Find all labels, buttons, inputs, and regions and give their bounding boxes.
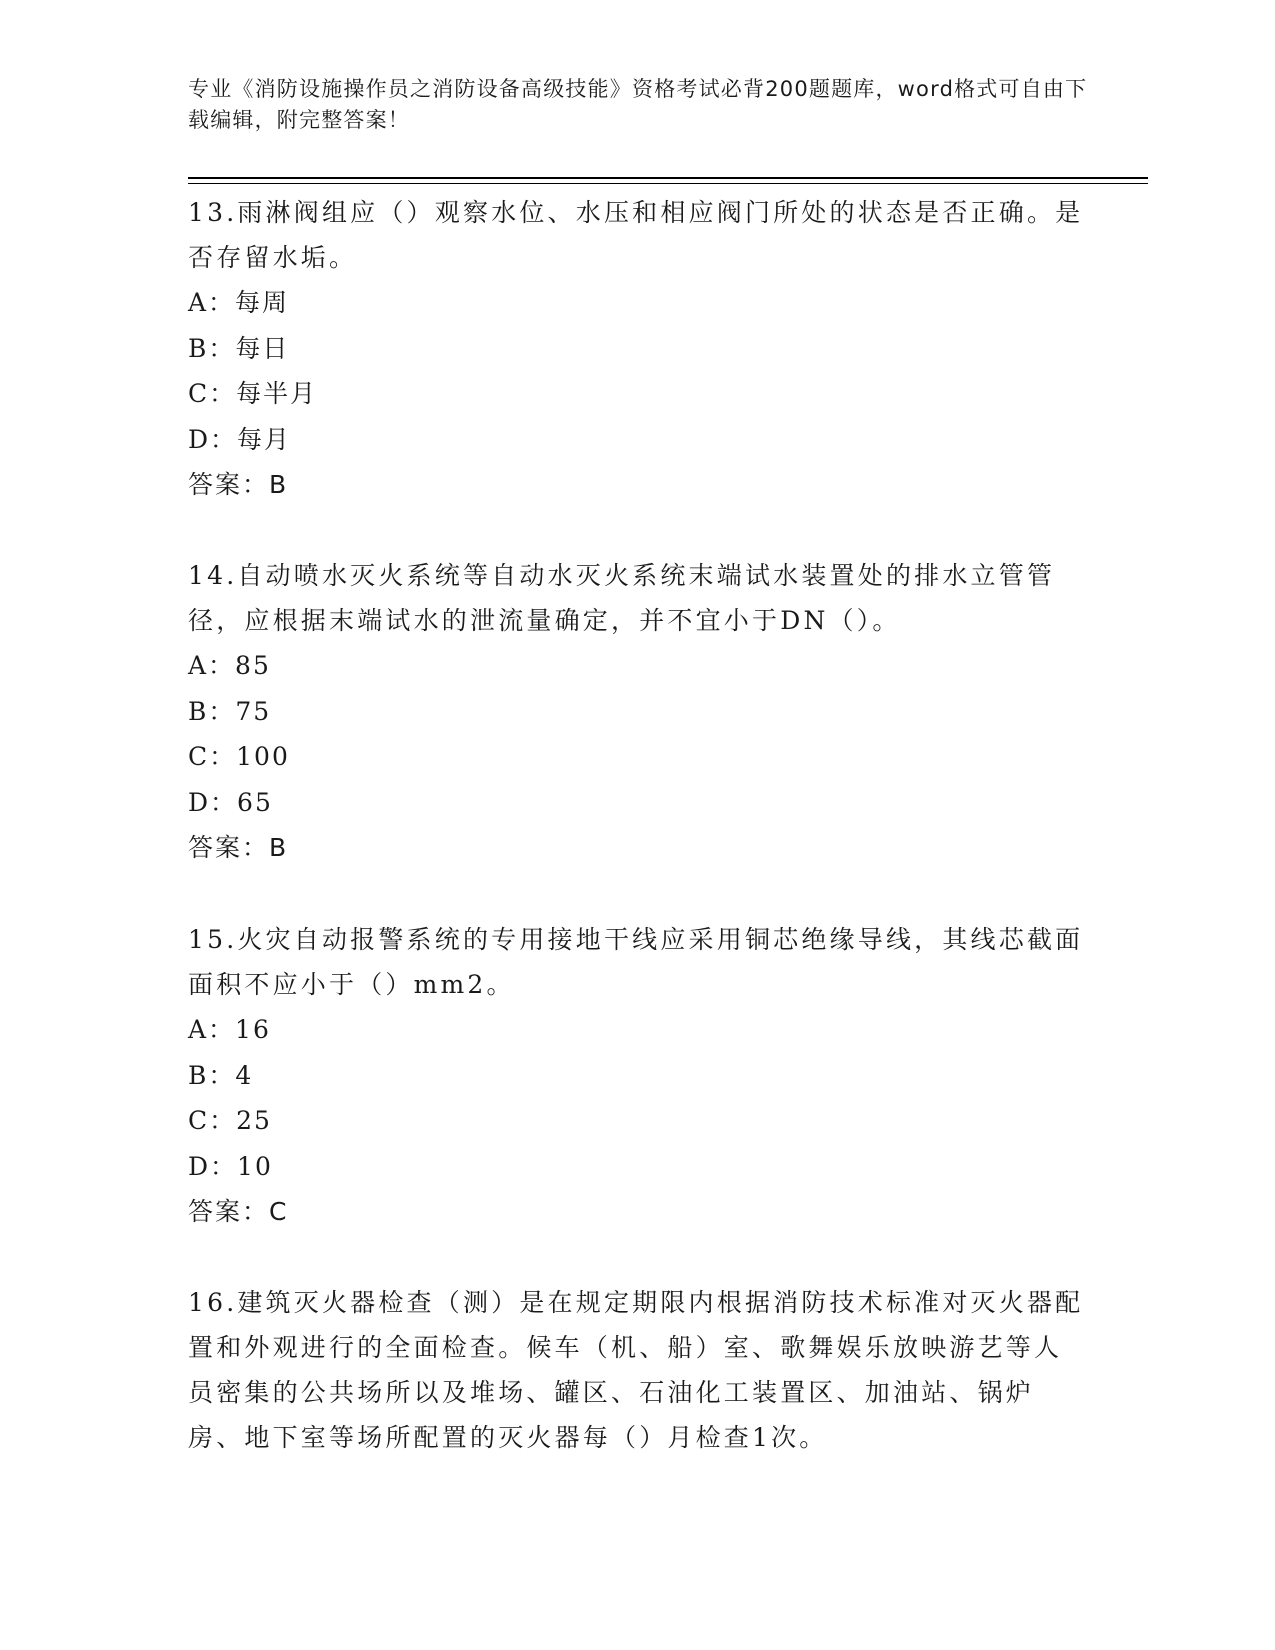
- answer-line: [188, 825, 1088, 870]
- option-d: D：每月: [188, 424, 292, 454]
- question-stem: 13.雨淋阀组应（）观察水位、水压和相应阀门所处的状态是否正确。是否存留水垢。: [188, 198, 1084, 272]
- option-c: C：100: [188, 742, 290, 771]
- answer-label: 答案：: [188, 833, 270, 862]
- question-stem: 15.火灾自动报警系统的专用接地干线应采用铜芯绝缘导线，其线芯截面面积不应小于（）mm2。: [188, 925, 1084, 999]
- document-title: 专业《消防设施操作员之消防设备高级技能》资格考试必背200题题库，word格式可自由下载编辑，附完整答案！: [188, 77, 1088, 132]
- option-b: B：每日: [188, 333, 290, 363]
- question-15: [188, 917, 1088, 1234]
- question-13: [188, 190, 1088, 507]
- document-header: [188, 74, 1088, 136]
- option-c: C：每半月: [188, 379, 318, 408]
- answer-label: 答案：: [188, 1197, 270, 1226]
- option-a: A：85: [188, 651, 271, 680]
- option-b: B：4: [188, 1060, 254, 1090]
- question-stem: 14.自动喷水灭火系统等自动水灭火系统末端试水装置处的排水立管管径，应根据末端试水的泄流量确定，并不宜小于DN（）。: [188, 561, 1056, 635]
- option-b: B：75: [188, 696, 272, 726]
- option-d: D：65: [188, 787, 273, 817]
- question-16: [188, 1280, 1088, 1460]
- option-c: C：25: [188, 1106, 272, 1135]
- header-divider-thin: [188, 183, 1148, 184]
- option-a: A：每周: [188, 288, 290, 317]
- option-a: A：16: [188, 1015, 271, 1044]
- answer-value: B: [269, 833, 289, 862]
- question-14: [188, 553, 1088, 870]
- answer-label: 答案：: [188, 470, 270, 499]
- answer-line: [188, 462, 1088, 507]
- option-d: D：10: [188, 1151, 273, 1181]
- answer-value: B: [269, 470, 289, 499]
- answer-line: [188, 1189, 1088, 1234]
- header-divider: [188, 177, 1148, 179]
- answer-value: C: [269, 1197, 289, 1226]
- question-stem: 16.建筑灭火器检查（测）是在规定期限内根据消防技术标准对灭火器配置和外观进行的全面检查。候车（机、船）室、歌舞娱乐放映游艺等人员密集的公共场所以及堆场、罐区、石油化工装置区、加油站、锅炉房、地下室等场所配置的灭火器每（）月检查1次。: [188, 1288, 1084, 1452]
